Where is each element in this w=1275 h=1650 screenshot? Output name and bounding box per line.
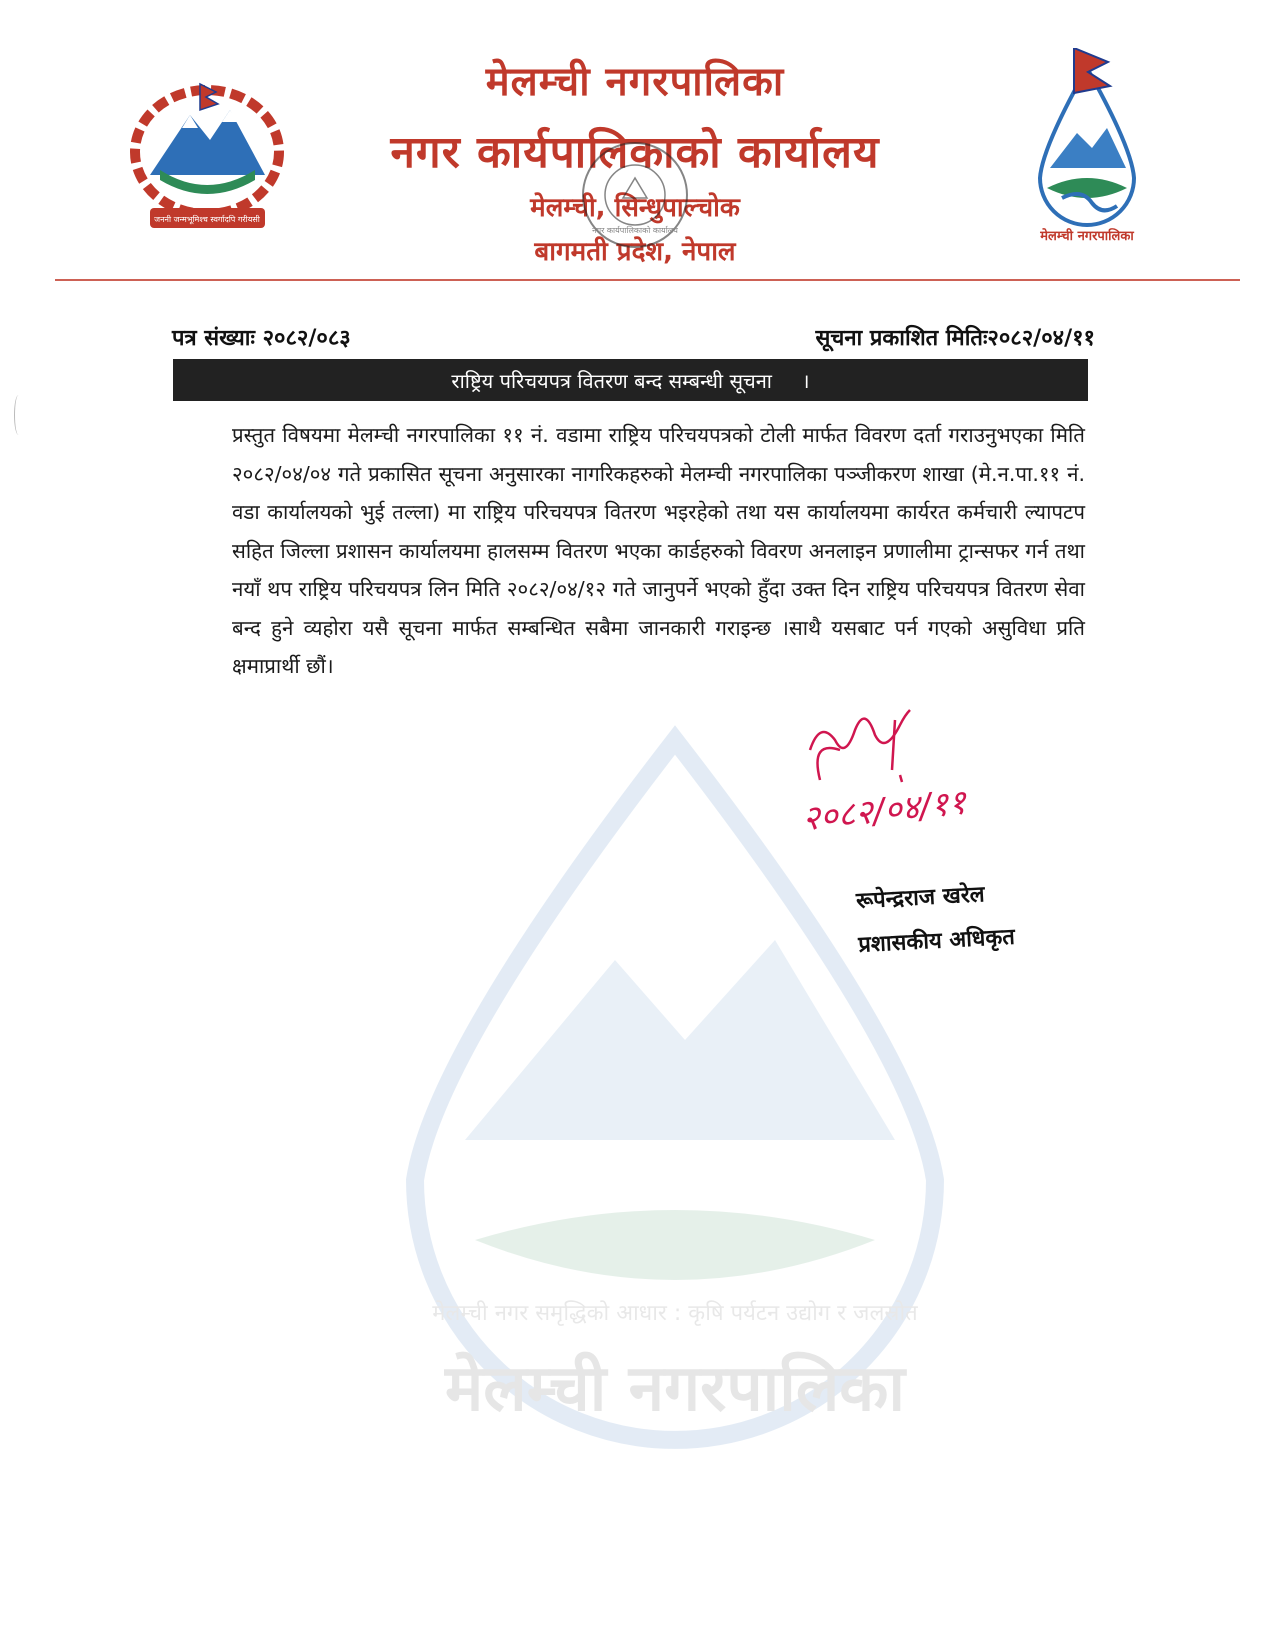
emblem-motto: जननी जन्मभूमिश्च स्वर्गादपि गरीयसी: [154, 215, 260, 224]
seal-text: नगर कार्यपालिकाको कार्यालय: [592, 226, 678, 235]
notice-subject-banner: [173, 359, 1088, 401]
location-line: मेलम्ची, सिन्धुपाल्चोक: [530, 193, 740, 223]
logo-caption: मेलम्ची नगरपालिका: [1040, 229, 1134, 244]
province-line: बागमती प्रदेश, नेपाल: [534, 237, 736, 267]
signatory-block: [855, 872, 1016, 968]
signatory-name: रूपेन्द्रराज खरेल: [855, 882, 986, 914]
notice-subject: राष्ट्रिय परिचयपत्र वितरण बन्द सम्बन्धी सूचना: [451, 368, 772, 393]
letter-number: पत्र संख्याः २०८२/०८३: [172, 326, 351, 351]
government-emblem-icon: [120, 80, 295, 235]
notice-body: प्रस्तुत विषयमा मेलम्ची नगरपालिका ११ नं. वडामा राष्ट्रिय परिचयपत्रको टोली मार्फत विवरण दर्ता गराउनुभएका मिति २०८२/०४/०४ गते प्रकासित सूचना अनुसारका नागरिकहरुको मेलम्ची नगरपालिका पञ्जीकरण शाखा (मे.न.पा.११ नं. वडा कार्यालयको भुई तल्ला) मा राष्ट्रिय परिचयपत्र वितरण भइरहेको तथा यस कार्यालयमा कार्यरत कर्मचारी ल्यापटप सहित जिल्ला प्रशासन कार्यालयमा हालसम्म वितरण भएका कार्डहरुको विवरण अनलाइन प्रणालीमा ट्रान्सफर गर्न तथा नयाँ थप राष्ट्रिय परिचयपत्र लिन मिति २०८२/०४/१२ गते जानुपर्ने भएको हुँदा उक्त दिन राष्ट्रिय परिचयपत्र वितरण सेवा बन्द हुने व्यहोरा यसै सूचना मार्फत सम्बन्धित सबैमा जानकारी गराइन्छ ।साथै यसबाट पर्न गएको असुविधा प्रति क्षमाप्रार्थी छौं।: [232, 423, 1085, 678]
municipality-name: मेलम्ची नगरपालिका: [485, 59, 785, 105]
scan-artifact: [14, 395, 23, 435]
watermark-text: मेलम्ची नगरपालिका: [445, 1352, 905, 1426]
published-date: सूचना प्रकाशित मितिः२०८२/०४/११: [815, 326, 1095, 351]
header-divider: [55, 279, 1240, 281]
handwritten-signature: [800, 700, 1040, 900]
signature-date: २०८२/०४/११: [800, 782, 969, 840]
watermark-slogan: मेलम्ची नगर समृद्धिको आधार : कृषि पर्यटन उद्योग र जलस्रोत: [432, 1301, 918, 1326]
office-seal-stamp: [578, 138, 693, 253]
notice-subject-mark: ।: [801, 368, 810, 393]
municipality-logo-icon: [1022, 48, 1152, 248]
office-name: नगर कार्यपालिकाको कार्यालय: [390, 127, 880, 178]
signatory-designation: प्रशासकीय अधिकृत: [857, 924, 1016, 958]
